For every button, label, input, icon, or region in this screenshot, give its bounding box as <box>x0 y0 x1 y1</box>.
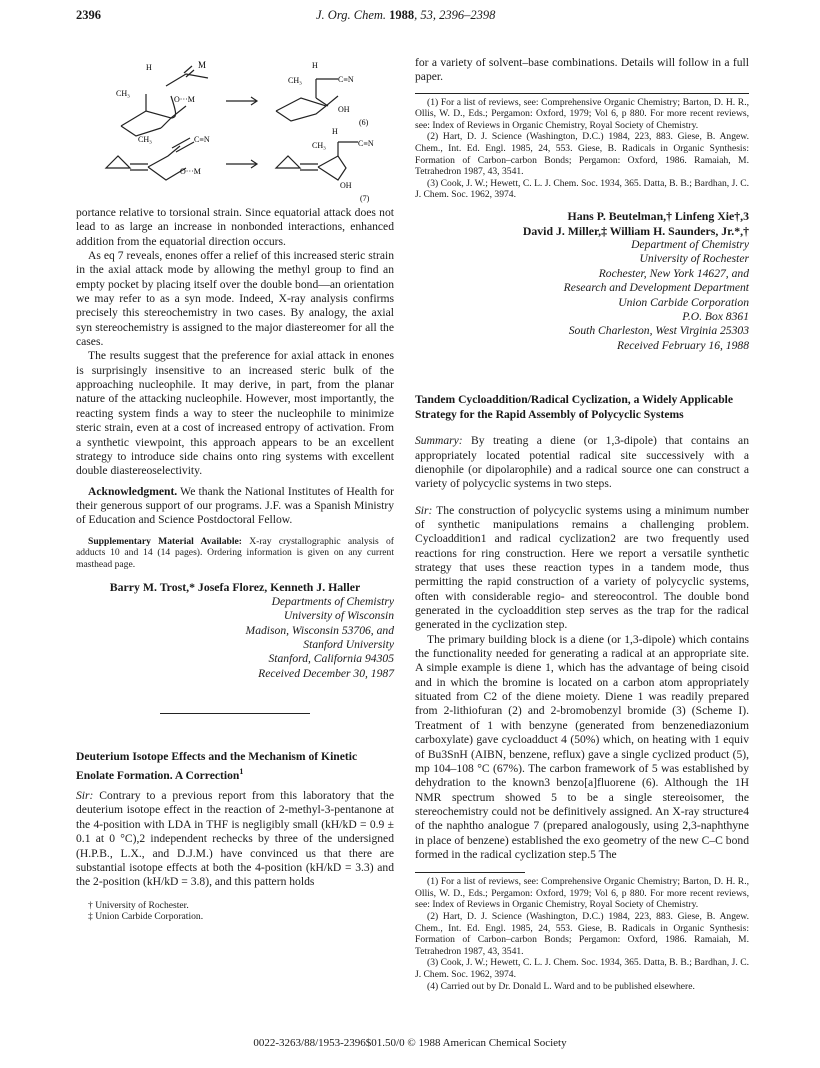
left-paragraph-3: The results suggest that the preference for axial attack in enones is surprisingly insensitive to an increased steric bulk of the approaching nucleophile. It may derive, in part, from the planar nature of the attacking nucleophile. However, most importantly, the reacting system finds a way to steer the nucleophile to minimize steric strain, even at a cost of increased entropy of activation. From a synthetic viewpoint, this approach appears to be an excellent strategy to introduce side chains onto ring systems with excellent double diastereoselectivity. <box>76 349 394 478</box>
page-number: 2396 <box>76 8 101 22</box>
page-footer: 0022-3263/88/1953-2396$01.50/0 © 1988 American Chemical Society <box>253 1037 567 1049</box>
scheme-CN-label-2: C≡N <box>194 135 210 144</box>
article-title-2-text: Deuterium Isotope Effects and the Mechanism of Kinetic Enolate Formation. A Correction <box>76 750 358 782</box>
summary-text: By treating a diene (or 1,3-dipole) that contains an appropriately located potential radical site successively with a dienophile (or dipolarophile) and a radical source one can construct a variety of polycyclic systems in two steps. <box>415 434 749 491</box>
aff-line: Stanford University <box>303 638 394 652</box>
left-paragraph-4 <box>76 789 394 889</box>
footnote-2b: (2) Hart, D. J. Science (Washington, D.C.) 1984, 223, 883. Giese, B. Angew. Chem., Int. Ed. Engl. 1985, 24, 553. Giese, B. Radicals in Organic Synthesis: Formation of Carbon–carbon Bonds; Pergamon: Oxford, 1986. Ramaiah, M. Tetrahedron 1987, 43, 3541. <box>415 911 749 957</box>
scheme-CH3-label-2: CH₃ <box>288 76 302 85</box>
left-paragraph-4-text: Contrary to a previous report from this laboratory that the deuterium isotope effect in the reaction of 2-methyl-3-pentanone at the 4-position with LDA in THF is negligibly small (kH/kD = 0.9 ± 0.1 at 0 °C),2 independent rechecks by three of the undersigned (H.P.B., L.X., and D.J.M.) have convinced us that there are substantial isotope effects at both the 4-position (kH/kD = 3.3) and the 2-position (kH/kD = 3.8), and this pattern holds <box>76 789 394 889</box>
authors-block-2-line-2: David J. Miller,‡ William H. Saunders, Jr.*,† <box>522 223 749 238</box>
footnote-dagger: † University of Rochester. <box>88 899 189 911</box>
scheme-H-label-1: H <box>146 63 152 72</box>
left-paragraph-1: portance relative to torsional strain. Since equatorial attack does not lead to as large an increase in nonbonded interactions, enhanced addition from the equatorial direction occurs. <box>76 206 394 248</box>
footnote-3a: (3) Cook, J. W.; Hewett, C. L. J. Chem. Soc. 1934, 365. Datta, B. B.; Bardhan, J. C. J. Chem. Soc. 1962, 3974. <box>415 177 749 201</box>
scheme-CN-label-1: C≡N <box>338 75 354 84</box>
right-footnotes-1 <box>415 97 749 201</box>
right-paragraph-2-text: The construction of polycyclic systems using a minimum number of synthetic manipulations remains a challenging problem. Cycloaddition1 and radical cyclization2 are two frequently used reactions for ring construction. Here we report a versatile synthetic strategy that uses these reaction types in a tandem mode, thus permitting the rapid construction of a variety of polycyclic systems, often with considerable regio- and stereocontrol. The double bond generated in the cycloaddition step serves as the trap for the radical generated in the cyclization step. <box>415 503 749 632</box>
aff-line: P.O. Box 8361 <box>682 310 749 324</box>
supp-text: X-ray crystallographic analysis of adducts 10 and 14 (14 pages). Ordering information is given on any current masthead page. <box>76 535 395 570</box>
left-column <box>76 206 394 923</box>
aff-line: University of Wisconsin <box>283 609 394 623</box>
aff-line: Stanford, California 94305 <box>268 652 394 666</box>
right-paragraph-2 <box>415 504 749 633</box>
scheme-H-label-3: H <box>332 127 338 136</box>
scheme-CH3-label-1: CH₃ <box>116 89 130 98</box>
authors-block-1: Barry M. Trost,* Josefa Florez, Kenneth J. Haller <box>109 580 361 595</box>
section-divider-1 <box>160 713 310 714</box>
footnote-4b: (4) Carried out by Dr. Donald L. Ward and to be published elsewhere. <box>427 980 695 992</box>
right-paragraph-1: for a variety of solvent–base combinations. Details will follow in a full paper. <box>415 56 749 84</box>
footnote-1a: (1) For a list of reviews, see: Comprehensive Organic Chemistry; Barton, D. H. R., Ollis, W. D., Eds.; Pergamon: Oxford, 1979; Vol 6, p 880. For more recent reviews, see: Index of Reviews in Organic Chemistry, Royal Society of Chemistry. <box>415 96 749 131</box>
authors-block-2-line-1: Hans P. Beutelman,† Linfeng Xie†,3 <box>567 209 749 224</box>
supplementary-material <box>76 536 394 571</box>
scheme-CN-label-3: C≡N <box>358 139 374 148</box>
journal-name: J. Org. Chem. <box>316 8 387 22</box>
scheme-OM-label-2: O···M <box>180 167 201 176</box>
footnote-rule-2 <box>415 872 525 873</box>
left-paragraph-2: As eq 7 reveals, enones offer a relief of this increased steric strain in the axial attack mode by allowing the methyl group to find an empty pocket by placing itself over the double bond—an orientation we may refer to as a syn mode. Indeed, X-ray analysis confirms precisely this stereochemistry in two cases. By analogy, the axial syn stereochemistry is assigned to the major diastereomer for all the cases. <box>76 249 394 349</box>
summary-heading: Summary: <box>415 434 463 448</box>
aff-line: Departments of Chemistry <box>271 594 394 608</box>
aff-line: Department of Chemistry <box>631 238 749 252</box>
ack-heading: Acknowledgment. <box>88 484 178 498</box>
footnote-1b: (1) For a list of reviews, see: Comprehensive Organic Chemistry; Barton, D. H. R., Ollis, W. D., Eds.; Pergamon: Oxford, 1979; Vol 6, p 880. For more recent reviews, see: Index of Reviews in Organic Chemistry, Royal Society of Chemistry. <box>415 876 749 911</box>
right-footnotes-2 <box>415 876 749 992</box>
reaction-scheme <box>76 56 406 206</box>
journal-citation: J. Org. Chem. 1988, 53, 2396–2398 <box>316 8 496 22</box>
eq-7-label: (7) <box>360 194 370 203</box>
running-header <box>76 8 776 26</box>
acknowledgment <box>76 485 394 528</box>
received-date-1: Received December 30, 1987 <box>258 666 394 680</box>
right-paragraph-3: The primary building block is a diene (or 1,3-dipole) which contains the functionality needed for generating a radical at an appropriate site. A simple example is diene 1, which has the advantage of being cisoid and in which the bromine is located on a carbon atom appropriately situated from C2 of the diene moiety. Diene 1 was readily prepared from 2-lithiofuran (2) and 2-bromobenzyl bromide (3) (Scheme I). Treatment of 1 with benzyne (generated from benzenediazonium carboxylate) gave cycloadduct 4 (50%) which, on heating with 1 equiv of Bu3SnH (AIBN, benzene, reflux) gave a single cyclized product (5), mp 104–108 °C (67%). The carbon framework of 5 was established by dehydration to the known3 benzo[a]fluorene (6). Although the 1H NMR spectrum showed 5 to be a single stereoisomer, the stereochemistry could not be definitively assigned. An X-ray structure4 of the naphtho analogue 7 (prepared analogously, using 2,3-naphthyne in place of benzene) established the exo geometry of the new C–C bond formed in the radical cyclization step.5 The <box>415 632 749 861</box>
right-column <box>415 56 749 992</box>
scheme-OH-label-2: OH <box>340 181 352 190</box>
sir-label-1: Sir: <box>76 789 94 803</box>
aff-line: South Charleston, West Virginia 25303 <box>568 324 749 338</box>
journal-year: 1988 <box>389 8 415 22</box>
supp-heading: Supplementary Material Available: <box>88 535 242 547</box>
aff-line: Madison, Wisconsin 53706, and <box>245 623 394 637</box>
affiliation-block-1 <box>76 595 394 681</box>
footnote-2a: (2) Hart, D. J. Science (Washington, D.C.) 1984, 223, 883. Giese, B. Angew. Chem., Int. Ed. Engl. 1985, 24, 553. Giese, B. Radicals in Organic Synthesis: Formation of Carbon–carbon Bonds; Pergamon: Oxford, 1986. Ramaiah, M. Tetrahedron 1987, 43, 3541. <box>415 131 749 178</box>
article-title-2 <box>76 750 394 783</box>
eq-6-label: (6) <box>359 118 369 127</box>
summary-paragraph <box>415 434 749 491</box>
left-footnotes <box>76 900 394 923</box>
article-title-3: Tandem Cycloaddition/Radical Cyclization, a Widely Applicable Strategy for the Rapid Assembly of Polycyclic Systems <box>415 393 734 421</box>
aff-line: Rochester, New York 14627, and <box>598 266 749 280</box>
article-title-2-footnote-mark: 1 <box>239 766 244 776</box>
journal-pages: 2396–2398 <box>439 8 496 22</box>
aff-line: Union Carbide Corporation <box>618 295 749 309</box>
aff-line: University of Rochester <box>639 252 749 266</box>
sir-label-2: Sir: <box>415 503 433 517</box>
scheme-H-label-2: H <box>312 61 318 70</box>
ack-text: We thank the National Institutes of Health for their generous support of our programs. J.F. was a Spanish Ministry of Education and Science Postdoctoral Fellow. <box>76 484 394 527</box>
journal-volume: 53 <box>420 8 433 22</box>
footnote-rule-1 <box>415 93 749 94</box>
footnote-ddagger: ‡ Union Carbide Corporation. <box>88 911 204 923</box>
affiliation-block-2 <box>415 238 749 353</box>
scheme-OM-label-1: O···M <box>174 95 195 104</box>
aff-line: Research and Development Department <box>563 281 749 295</box>
scheme-CH3-label-3: CH₃ <box>138 135 152 144</box>
received-date-2: Received February 16, 1988 <box>617 338 749 352</box>
footnote-3b: (3) Cook, J. W.; Hewett, C. L. J. Chem. Soc. 1934, 365. Datta, B. B.; Bardhan, J. C. J. Chem. Soc. 1962, 3974. <box>415 957 749 980</box>
scheme-OH-label-1: OH <box>338 105 350 114</box>
scheme-M-label-1: M <box>198 60 207 70</box>
scheme-CH3-label-4: CH₃ <box>312 141 326 150</box>
